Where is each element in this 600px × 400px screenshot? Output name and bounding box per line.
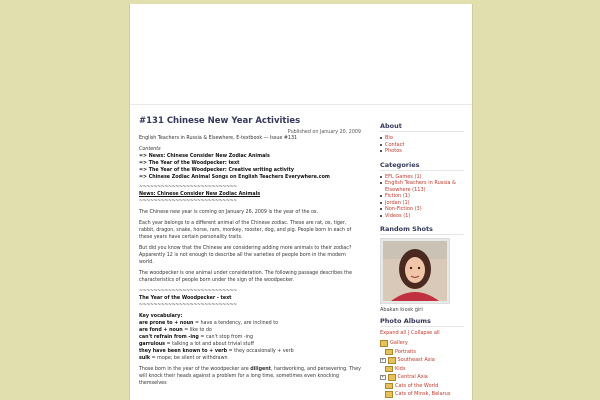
album-label[interactable]: Kids — [395, 365, 406, 372]
about-heading: About — [380, 122, 464, 132]
photo-caption: Abakan kiosk girl — [380, 307, 423, 313]
separator: ~~~~~~~~~~~~~~~~~~~~~~~~~~~ — [139, 289, 237, 294]
about-link-photos[interactable]: Photos — [385, 148, 402, 154]
folder-icon — [385, 349, 393, 356]
expand-toggle-icon[interactable]: + — [381, 357, 385, 362]
category-link[interactable] — [380, 180, 464, 193]
contents-item: => Chinese Zodiac Animal Songs on English Teachers Everywhere.com — [139, 175, 330, 180]
album-item-cats-of-the-world[interactable] — [380, 382, 464, 391]
post-meta: English Teachers in Russia & Elsewhere, E-textbook — Issue #131 — [139, 136, 298, 141]
about-link[interactable] — [380, 148, 464, 155]
about-link-contact[interactable]: Contact — [385, 141, 405, 148]
album-label[interactable]: Southeast Asia — [397, 357, 435, 363]
category-link-text[interactable]: English Teachers in Russia & Elsewhere (113) — [385, 180, 456, 193]
album-label[interactable]: Cats of Minsk, Belarus — [395, 391, 451, 397]
vocab-term: garrulous — [139, 342, 166, 347]
paragraph: The woodpecker is one animal under consideration. The following passage describes the characteristics of people born under the sign of the woodpecker. — [139, 271, 353, 283]
album-label[interactable]: Portraits — [395, 348, 416, 355]
paragraph — [139, 366, 361, 387]
random-photo[interactable] — [380, 238, 450, 304]
vocab-item — [139, 334, 361, 341]
photo-portrait-image[interactable] — [381, 239, 449, 303]
contents-item: => The Year of the Woodpecker: text — [139, 161, 240, 166]
album-item-cats-of-minsk[interactable] — [380, 390, 464, 399]
woodpecker-heading: The Year of the Woodpecker - text — [139, 296, 232, 301]
vocab-item — [139, 341, 361, 348]
folder-icon — [388, 374, 396, 381]
photo-albums-heading: Photo Albums — [380, 317, 464, 327]
expand-toggle-icon[interactable]: + — [381, 374, 385, 379]
album-item-southeast-asia[interactable] — [380, 356, 464, 365]
categories-heading: Categories — [380, 161, 464, 171]
text-span: Those born in the year of the woodpecker are — [139, 367, 251, 372]
separator: ~~~~~~~~~~~~~~~~~~~~~~~~~~~ — [139, 303, 237, 308]
vocab-def: = have a tendency, are inclined to — [193, 321, 279, 326]
about-list — [380, 135, 464, 155]
vocab-def: = they occasionally + verb — [227, 349, 294, 354]
category-link-text[interactable]: Non-Fiction (3) — [385, 206, 422, 212]
vocab-term: are prone to + noun — [139, 321, 194, 326]
random-shots-heading: Random Shots — [380, 225, 464, 235]
category-link-text[interactable]: Jordan (1) — [385, 199, 410, 206]
expand-separator: | — [406, 330, 412, 336]
vocab-def: = like to do — [182, 328, 212, 333]
text-span: diligent — [250, 367, 271, 372]
collapse-all-link[interactable]: Collapse all — [411, 330, 440, 336]
category-link-text[interactable]: Videos (1) — [385, 212, 411, 219]
publish-date: Published on January 20, 2009 — [287, 130, 361, 135]
vocab-list — [139, 320, 361, 362]
separator: ~~~~~~~~~~~~~~~~~~~~~~~~~~~ — [139, 185, 237, 190]
blog-header — [130, 4, 472, 105]
contents-item: => News: Chinese Consider New Zodiac Animals — [139, 154, 270, 159]
folder-icon — [385, 383, 393, 390]
news-heading: News: Chinese Consider New Zodiac Animals — [139, 192, 261, 197]
paragraph: Each year belongs to a different animal of the Chinese zodiac. These are rat, ox, tiger, rabbit, dragon, snake, horse, ram, monkey, rooster, dog, and pig. People born in each of these years have certain personality traits. — [139, 221, 352, 240]
separator: ~~~~~~~~~~~~~~~~~~~~~~~~~~~ — [139, 199, 237, 204]
vocab-heading: Key vocabulary: — [139, 314, 183, 319]
vocab-item — [139, 355, 361, 362]
vocab-item — [139, 348, 361, 355]
text-span: , hardworking, and persevering. They will knock their heads against a problem for a long time, sometimes even knocking themselves — [139, 367, 361, 386]
vocab-def: = can't stop from -ing — [198, 335, 254, 340]
about-link-bio[interactable]: Bio — [385, 135, 393, 141]
album-label[interactable]: Cats of the World — [395, 382, 439, 389]
album-label[interactable]: Central Asia — [397, 374, 428, 380]
vocab-def: = talking a lot and about trivial stuff — [165, 342, 254, 347]
post-title[interactable]: #131 Chinese New Year Activities — [139, 116, 301, 126]
album-label[interactable]: Gallery — [390, 340, 408, 346]
contents-list — [139, 153, 361, 181]
album-item-portraits[interactable] — [380, 348, 464, 357]
contents-item: => The Year of the Woodpecker: Creative writing activity — [139, 168, 294, 173]
category-link[interactable] — [380, 213, 464, 220]
vocab-term: are fond + noun — [139, 328, 183, 333]
expand-all-link[interactable]: Expand all — [380, 330, 407, 336]
folder-icon — [388, 357, 396, 364]
album-item-kids[interactable] — [380, 365, 464, 374]
sidebar — [380, 122, 464, 399]
paragraph: But did you know that the Chinese are considering adding more animals to their zodiac? Apparently 12 is not enough to describe all the varieties of people born in the modern world. — [139, 246, 352, 265]
categories-list — [380, 174, 464, 220]
post-body — [139, 135, 361, 387]
vocab-term: can't refrain from -ing — [139, 335, 199, 340]
vocab-term: sulk — [139, 356, 151, 361]
folder-icon — [385, 366, 393, 373]
paragraph: The Chinese new year is coming on January 26, 2009 is the year of the ox. — [139, 210, 319, 215]
contents-label: Contents — [139, 147, 161, 152]
vocab-def: = mope; be silent or withdrawn — [150, 356, 228, 361]
vocab-item — [139, 327, 361, 334]
category-link-text[interactable]: Fiction (1) — [385, 193, 410, 199]
category-link-text[interactable]: EFL Games (1) — [385, 173, 422, 180]
page-container — [129, 4, 473, 400]
folder-icon — [385, 391, 393, 398]
folder-icon — [380, 340, 388, 347]
vocab-item — [139, 320, 361, 327]
expand-collapse-controls — [380, 330, 464, 336]
album-item-central-asia[interactable] — [380, 373, 464, 382]
album-item-gallery[interactable] — [380, 339, 464, 348]
vocab-term: they have been known to + verb — [139, 349, 228, 354]
album-tree — [380, 339, 464, 399]
post-column — [139, 116, 361, 391]
